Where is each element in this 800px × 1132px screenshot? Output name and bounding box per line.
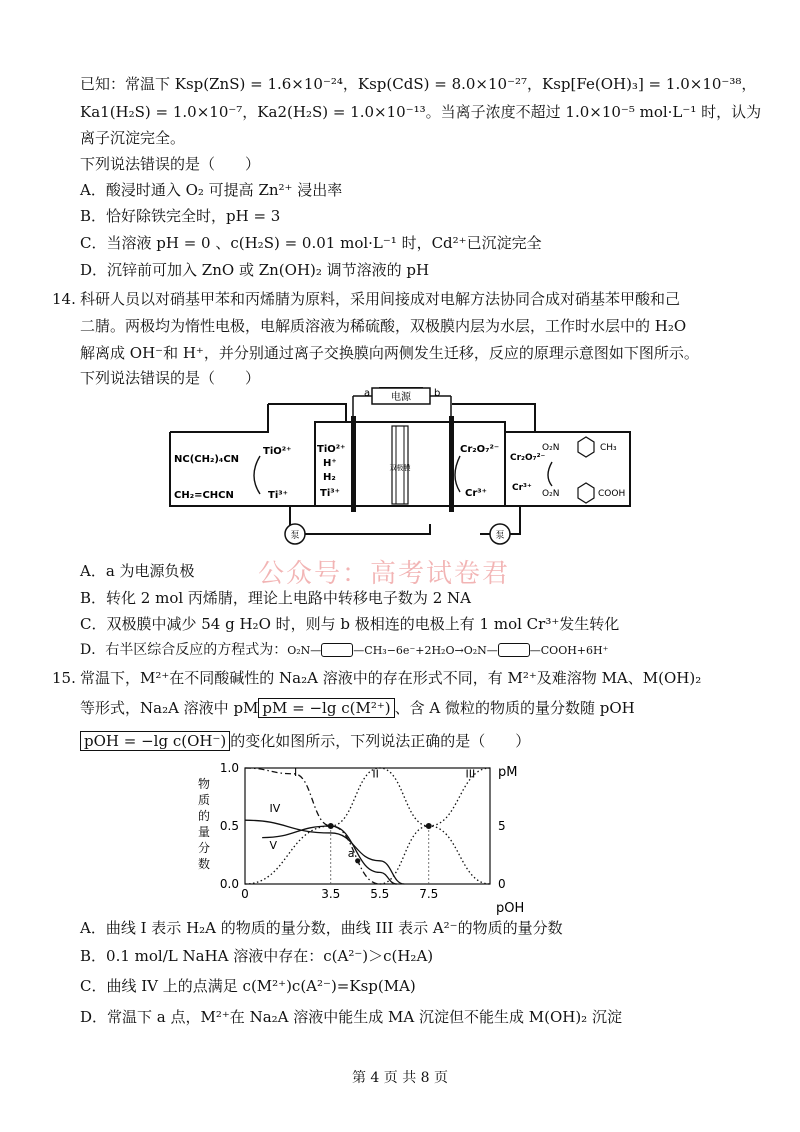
terminal-a-label: a — [364, 388, 371, 399]
mid-tio-label: TiO²⁺ — [317, 444, 346, 455]
q14-option-c: C．双极膜中减少 54 g H₂O 时，则与 b 极相连的电极上有 1 mol Cr³⁺发生转化 — [80, 615, 620, 633]
terminal-b-label: b — [434, 388, 441, 399]
page-footer: 第 4 页 共 8 页 — [351, 1070, 449, 1086]
membrane-label: 双极膜 — [389, 464, 411, 472]
right-pump-label: 泵 — [495, 531, 505, 541]
q14-eq-part2: —CH₃−6e⁻+2H₂O→ — [353, 644, 464, 657]
intersection-point — [328, 823, 334, 829]
acrylonitrile-label: CH₂=CHCN — [174, 490, 234, 501]
y-tick-label: 0.0 — [219, 877, 239, 891]
y-axis-label-char: 质 — [197, 793, 211, 807]
q14-option-d — [80, 640, 608, 661]
q14-eq-part4: —COOH+6H⁺ — [529, 644, 609, 657]
q14-prompt: 下列说法错误的是（ ） — [80, 369, 261, 387]
q15-stem-line1: 常温下，M²⁺在不同酸碱性的 Na₂A 溶液中的存在形式不同，有 M²⁺及难溶物 MA、M(OH)₂ — [80, 669, 702, 687]
methyl-label: CH₃ — [600, 443, 617, 453]
q14-option-a: A．a 为电源负极 — [80, 562, 195, 580]
q13-option-d: D．沉锌前可加入 ZnO 或 Zn(OH)₂ 调节溶液的 pH — [80, 261, 430, 279]
right-nitro-bottom-label: O₂N — [542, 489, 560, 499]
x-axis-label: pOH — [496, 901, 525, 915]
curve-V — [262, 826, 397, 884]
species-fraction-chart — [190, 760, 570, 915]
q13-prompt: 下列说法错误的是（ ） — [80, 155, 261, 173]
point-a-label: a — [347, 846, 355, 860]
benzene-ring-top — [578, 437, 594, 457]
curve-label-I: I — [294, 766, 298, 780]
y-axis-label-char: 数 — [197, 857, 211, 871]
y-axis-label-char: 物 — [197, 777, 211, 791]
right-cr2o7-label: Cr₂O₇²⁻ — [510, 453, 546, 463]
mid-cr2o7-label: Cr₂O₇²⁻ — [460, 444, 500, 455]
hplus-label: H⁺ — [323, 458, 337, 469]
q13-option-c: C．当溶液 pH = 0 、c(H₂S) = 0.01 mol·L⁻¹ 时，Cd²⁺已沉淀完全 — [80, 234, 542, 252]
intersection-point — [426, 823, 432, 829]
left-tio-label: TiO²⁺ — [263, 446, 292, 457]
q15-number: 15. — [52, 669, 76, 687]
mid-cr3-label: Cr³⁺ — [465, 488, 487, 499]
q13-given-line3: 离子沉淀完全。 — [80, 129, 186, 147]
y-tick-label: 0.5 — [219, 819, 239, 833]
y2-tick-label: 5 — [498, 819, 506, 833]
q15-stem-line2 — [80, 698, 635, 718]
left-pump-label: 泵 — [290, 531, 300, 541]
q14-stem-line2: 二腈。两极均为惰性电极，电解质溶液为稀硫酸，双极膜内层为水层，工作时水层中的 H₂O — [80, 317, 687, 335]
q14-option-d-prefix: D．右半区综合反应的方程式为： — [80, 642, 288, 658]
q15-stem-line3-b: 的变化如图所示，下列说法正确的是（ ） — [230, 732, 531, 750]
curve-I — [245, 768, 380, 884]
h2-label: H₂ — [323, 472, 336, 483]
right-cr3-label: Cr³⁺ — [512, 483, 532, 493]
q13-given-line2: Ka1(H₂S) = 1.0×10⁻⁷，Ka2(H₂S) = 1.0×10⁻¹³。当离子浓度不超过 1.0×10⁻⁵ mol·L⁻¹ 时，认为 — [80, 103, 762, 121]
curve-label-IV: IV — [269, 802, 281, 816]
y-axis-label-char: 的 — [197, 809, 211, 823]
q15-option-a: A．曲线 I 表示 H₂A 的物质的量分数，曲线 III 表示 A²⁻的物质的量分数 — [80, 919, 563, 937]
q13-option-b: B．恰好除铁完全时，pH = 3 — [80, 207, 281, 225]
q14-stem-line3: 解离成 OH⁻和 H⁺，并分别通过离子交换膜向两侧发生迁移，反应的原理示意图如下图所示。 — [80, 344, 699, 362]
benzene-icon — [321, 643, 353, 657]
curve-label-III: III — [465, 767, 476, 781]
y-axis-label-char: 量 — [197, 825, 211, 839]
carboxyl-label: COOH — [598, 489, 626, 499]
q14-eq-part1: O₂N— — [287, 644, 322, 657]
q14-number: 14. — [52, 290, 76, 308]
q15-stem-line3 — [80, 731, 530, 751]
q13-given-line1: 已知：常温下 Ksp(ZnS) = 1.6×10⁻²⁴，Ksp(CdS) = 8.0×10⁻²⁷，Ksp[Fe(OH)₃] = 1.0×10⁻³⁸， — [80, 75, 757, 93]
q14-eq-part3: O₂N— — [463, 644, 498, 657]
q15-option-b: B．0.1 mol/L NaHA 溶液中存在：c(A²⁻)＞c(H₂A) — [80, 947, 434, 965]
y-tick-label: 1.0 — [219, 761, 239, 775]
mid-ti3-label: Ti³⁺ — [320, 488, 340, 499]
right-nitro-top-label: O₂N — [542, 443, 560, 453]
y-axis-label-char: 分 — [197, 841, 211, 855]
benzene-ring-bottom — [578, 483, 594, 503]
power-label: 电源 — [391, 392, 411, 403]
adiponitrile-label: NC(CH₂)₄CN — [174, 454, 240, 465]
x-tick-label: 0 — [241, 887, 249, 901]
q13-option-a: A．酸浸时通入 O₂ 可提高 Zn²⁺ 浸出率 — [80, 181, 343, 199]
y2-axis-label: pM — [498, 765, 518, 780]
watermark: 公众号：高考试卷君 — [258, 559, 511, 589]
x-tick-label: 7.5 — [419, 887, 439, 901]
q15-stem-line2-c: 、含 A 微粒的物质的量分数随 pOH — [394, 699, 635, 717]
benzene-icon — [498, 643, 530, 657]
q14-stem-line1: 科研人员以对硝基甲苯和丙烯腈为原料，采用间接成对电解方法协同合成对硝基苯甲酸和己 — [80, 290, 681, 308]
poh-definition: pOH = −lg c(OH⁻) — [80, 731, 230, 751]
x-tick-label: 5.5 — [370, 887, 390, 901]
q15-option-d: D．常温下 a 点，M²⁺在 Na₂A 溶液中能生成 MA 沉淀但不能生成 M(OH)₂ 沉淀 — [80, 1008, 622, 1026]
electrolysis-diagram — [160, 386, 640, 556]
x-tick-label: 3.5 — [321, 887, 341, 901]
pm-definition: pM = −lg c(M²⁺) — [258, 698, 394, 718]
q15-option-c: C．曲线 IV 上的点满足 c(M²⁺)c(A²⁻)=Ksp(MA) — [80, 977, 416, 995]
curve-label-V: V — [269, 839, 278, 853]
y2-tick-label: 0 — [498, 877, 506, 891]
curve-III — [380, 768, 490, 884]
left-ti3-label: Ti³⁺ — [268, 490, 288, 501]
curve-label-II: II — [372, 767, 379, 781]
q14-option-b: B．转化 2 mol 丙烯腈，理论上电路中转移电子数为 2 NA — [80, 589, 471, 607]
q15-stem-line2-a: 等形式，Na₂A 溶液中 pM — [80, 699, 259, 717]
point-a — [355, 858, 360, 863]
